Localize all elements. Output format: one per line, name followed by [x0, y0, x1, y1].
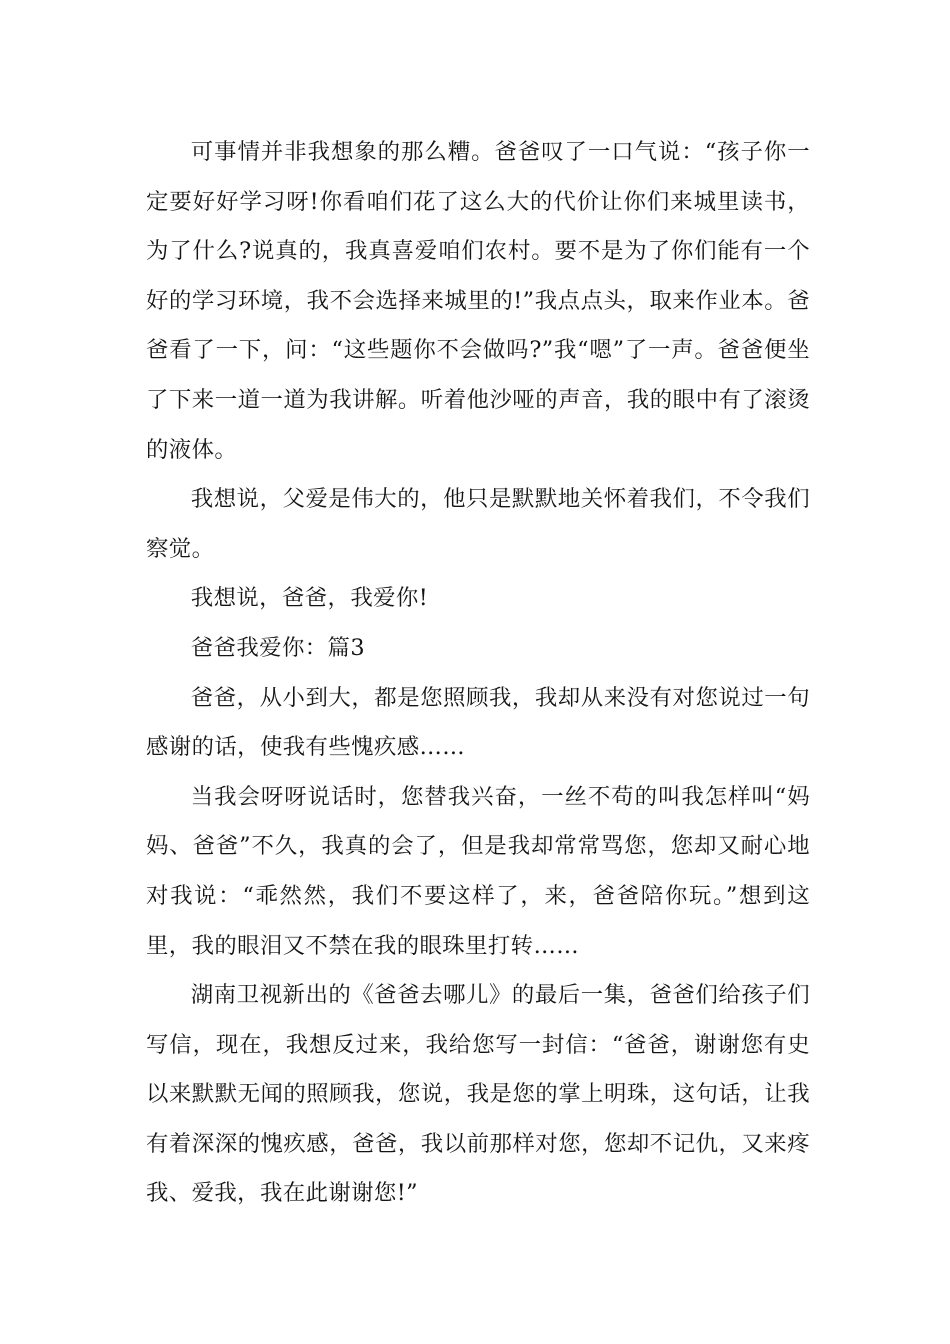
- paragraph-father-explains: 可事情并非我想象的那么糟。爸爸叹了一口气说：“孩子你一定要好好学习呀!你看咱们花了这么大的代价让你们来城里读书，为了什么?说真的，我真喜爱咱们农村。要不是为了你们能有一个好的学习环境，我不会选择来城里的!”我点点头，取来作业本。爸爸看了一下，问：“这些题你不会做吗?”我“嗯”了一声。爸爸便坐了下来一道一道为我讲解。听着他沙哑的声音，我的眼中有了滚烫的液体。: [146, 139, 810, 463]
- paragraph-never-thanked: 爸爸，从小到大，都是您照顾我，我却从来没有对您说过一句感谢的话，使我有些愧疚感……: [146, 684, 810, 761]
- paragraph-letter-to-father: 湖南卫视新出的《爸爸去哪儿》的最后一集，爸爸们给孩子们写信，现在，我想反过来，我给您写一封信：“爸爸，谢谢您有史以来默默无闻的照顾我，您说，我是您的掌上明珠，这句话，让我有着深深的愧疚感，爸爸，我以前那样对您，您却不记仇，又来疼我、爱我，我在此谢谢您!”: [146, 982, 810, 1207]
- paragraph-learning-to-speak: 当我会呀呀说话时，您替我兴奋，一丝不苟的叫我怎样叫“妈妈、爸爸”不久，我真的会了，但是我却常常骂您，您却又耐心地对我说：“乖然然，我们不要这样了，来，爸爸陪你玩。”想到这里，我的眼泪又不禁在我的眼珠里打转……: [146, 783, 810, 959]
- paragraph-i-love-you: 我想说，爸爸，我爱你!: [190, 585, 429, 612]
- document-body: [146, 128, 810, 1219]
- section-heading-part-3: 爸爸我爱你：篇3: [190, 634, 365, 661]
- paragraph-father-love-great: 我想说，父爱是伟大的，他只是默默地关怀着我们，不令我们察觉。: [146, 486, 810, 562]
